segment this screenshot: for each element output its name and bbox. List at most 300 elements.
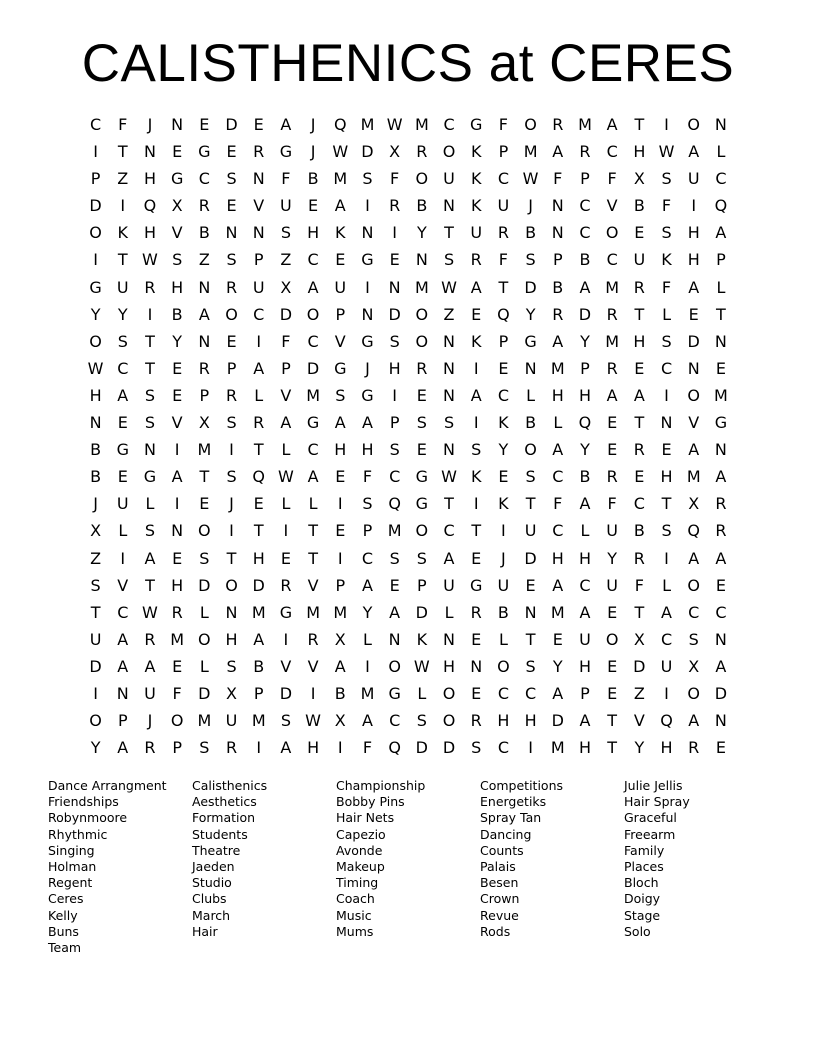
grid-letter[interactable]: R	[633, 440, 645, 460]
grid-letter[interactable]: U	[280, 196, 292, 216]
grid-letter[interactable]: N	[524, 602, 537, 622]
grid-letter[interactable]: S	[335, 385, 346, 405]
grid-letter[interactable]: M	[251, 602, 266, 622]
grid-letter[interactable]: N	[198, 277, 211, 297]
grid-letter[interactable]: W	[277, 467, 294, 487]
grid-letter[interactable]: E	[688, 304, 699, 324]
grid-letter[interactable]: L	[498, 629, 508, 649]
grid-letter[interactable]: C	[198, 169, 210, 189]
grid-letter[interactable]: G	[306, 413, 320, 433]
grid-letter[interactable]: T	[525, 629, 536, 649]
grid-letter[interactable]: I	[229, 440, 234, 460]
grid-letter[interactable]: I	[691, 196, 697, 216]
grid-letter[interactable]: A	[361, 711, 373, 731]
grid-letter[interactable]: S	[280, 711, 291, 731]
grid-letter[interactable]: J	[229, 494, 234, 514]
grid-letter[interactable]: N	[143, 142, 156, 162]
grid-letter[interactable]: A	[280, 738, 292, 758]
grid-letter[interactable]: A	[280, 413, 292, 433]
grid-letter[interactable]: S	[226, 169, 237, 189]
grid-letter[interactable]: I	[93, 142, 98, 162]
grid-letter[interactable]: I	[501, 521, 506, 541]
grid-letter[interactable]: K	[498, 494, 509, 514]
grid-letter[interactable]: M	[333, 602, 348, 622]
grid-letter[interactable]: E	[471, 304, 482, 324]
grid-letter[interactable]: A	[579, 277, 591, 297]
grid-letter[interactable]: I	[365, 277, 370, 297]
grid-letter[interactable]: S	[226, 656, 237, 676]
grid-letter[interactable]: N	[171, 521, 184, 541]
grid-letter[interactable]: S	[416, 548, 427, 568]
grid-letter[interactable]: D	[524, 548, 537, 568]
grid-letter[interactable]: R	[144, 629, 156, 649]
grid-letter[interactable]: V	[688, 413, 700, 433]
grid-letter[interactable]: S	[144, 521, 156, 541]
grid-letter[interactable]: G	[361, 250, 374, 270]
grid-letter[interactable]: G	[279, 142, 293, 162]
grid-letter[interactable]: A	[117, 656, 129, 676]
grid-letter[interactable]: N	[470, 656, 483, 676]
grid-letter[interactable]: T	[525, 494, 536, 514]
grid-letter[interactable]: Q	[714, 196, 728, 216]
grid-letter[interactable]: R	[389, 196, 401, 216]
grid-letter[interactable]: Y	[117, 304, 128, 324]
grid-letter[interactable]: I	[337, 738, 343, 758]
grid-letter[interactable]: D	[198, 683, 211, 703]
grid-letter[interactable]: J	[147, 711, 153, 731]
grid-letter[interactable]: M	[414, 277, 429, 297]
grid-letter[interactable]: I	[229, 521, 234, 541]
grid-letter[interactable]: B	[90, 467, 102, 487]
grid-letter[interactable]: N	[361, 304, 374, 324]
grid-letter[interactable]: A	[253, 358, 265, 378]
grid-letter[interactable]: C	[307, 440, 319, 460]
grid-letter[interactable]: S	[471, 440, 482, 460]
grid-letter[interactable]: A	[579, 602, 591, 622]
grid-letter[interactable]: S	[226, 467, 237, 487]
grid-letter[interactable]: E	[471, 683, 482, 703]
grid-letter[interactable]: L	[118, 521, 128, 541]
grid-letter[interactable]: C	[497, 385, 509, 405]
grid-letter[interactable]: X	[334, 711, 346, 731]
grid-letter[interactable]: Z	[443, 304, 455, 324]
grid-letter[interactable]: R	[416, 358, 428, 378]
grid-letter[interactable]: O	[442, 142, 456, 162]
grid-letter[interactable]: E	[607, 413, 618, 433]
grid-letter[interactable]: N	[252, 223, 265, 243]
grid-letter[interactable]: H	[143, 169, 156, 189]
grid-letter[interactable]: B	[198, 223, 210, 243]
grid-letter[interactable]: B	[416, 196, 428, 216]
grid-letter[interactable]: H	[578, 738, 591, 758]
grid-letter[interactable]: A	[117, 738, 129, 758]
grid-letter[interactable]: L	[526, 385, 536, 405]
grid-letter[interactable]: C	[443, 115, 455, 134]
grid-letter[interactable]: T	[634, 413, 645, 433]
grid-letter[interactable]: E	[226, 196, 237, 216]
grid-letter[interactable]: U	[579, 629, 591, 649]
grid-letter[interactable]: G	[116, 440, 129, 460]
grid-letter[interactable]: A	[361, 413, 373, 433]
grid-letter[interactable]: S	[117, 331, 128, 351]
grid-letter[interactable]: Y	[580, 440, 590, 460]
grid-letter[interactable]: E	[634, 223, 645, 243]
grid-letter[interactable]: H	[225, 629, 238, 649]
grid-letter[interactable]: E	[607, 602, 618, 622]
grid-letter[interactable]: C	[633, 494, 645, 514]
grid-letter[interactable]: S	[199, 738, 210, 758]
grid-letter[interactable]: E	[199, 115, 210, 134]
grid-letter[interactable]: A	[579, 711, 591, 731]
grid-letter[interactable]: O	[89, 223, 102, 243]
grid-letter[interactable]: T	[145, 331, 155, 351]
grid-letter[interactable]: W	[386, 115, 403, 134]
grid-letter[interactable]: F	[390, 169, 400, 189]
grid-letter[interactable]: O	[687, 385, 701, 405]
grid-letter[interactable]: S	[226, 250, 237, 270]
grid-letter[interactable]: U	[443, 169, 455, 189]
grid-letter[interactable]: A	[633, 385, 645, 405]
grid-letter[interactable]: R	[198, 358, 210, 378]
grid-letter[interactable]: O	[415, 304, 429, 324]
grid-letter[interactable]: N	[252, 169, 265, 189]
grid-letter[interactable]: N	[89, 413, 102, 433]
grid-letter[interactable]: I	[120, 548, 126, 568]
grid-letter[interactable]: G	[415, 467, 429, 487]
grid-letter[interactable]: U	[660, 656, 673, 676]
grid-letter[interactable]: R	[253, 413, 265, 433]
grid-letter[interactable]: C	[579, 575, 591, 595]
grid-letter[interactable]: G	[361, 385, 374, 405]
grid-letter[interactable]: B	[525, 413, 537, 433]
grid-letter[interactable]: A	[171, 467, 183, 487]
grid-letter[interactable]: R	[470, 250, 482, 270]
grid-letter[interactable]: J	[310, 142, 316, 162]
grid-letter[interactable]: C	[660, 629, 673, 649]
grid-letter[interactable]: N	[116, 683, 129, 703]
grid-letter[interactable]: F	[172, 683, 182, 703]
grid-letter[interactable]: L	[199, 602, 209, 622]
grid-letter[interactable]: C	[525, 683, 537, 703]
grid-letter[interactable]: L	[716, 277, 726, 297]
grid-letter[interactable]: O	[497, 656, 510, 676]
grid-letter[interactable]: F	[498, 250, 508, 270]
grid-letter[interactable]: A	[688, 277, 700, 297]
grid-letter[interactable]: D	[361, 142, 374, 162]
grid-letter[interactable]: M	[550, 738, 565, 758]
grid-letter[interactable]: N	[443, 358, 456, 378]
grid-letter[interactable]: U	[606, 521, 619, 541]
grid-letter[interactable]: G	[470, 575, 483, 595]
grid-letter[interactable]: A	[715, 656, 727, 676]
grid-letter[interactable]: J	[528, 196, 533, 216]
grid-letter[interactable]: D	[415, 602, 428, 622]
grid-letter[interactable]: Y	[634, 738, 645, 758]
grid-letter[interactable]: S	[688, 629, 699, 649]
grid-letter[interactable]: R	[171, 602, 183, 622]
grid-letter[interactable]: S	[226, 413, 237, 433]
grid-letter[interactable]: P	[335, 575, 346, 595]
grid-letter[interactable]: I	[664, 385, 669, 405]
grid-letter[interactable]: E	[117, 467, 128, 487]
grid-letter[interactable]: O	[198, 629, 211, 649]
grid-letter[interactable]: B	[334, 683, 346, 703]
grid-letter[interactable]: O	[198, 521, 211, 541]
grid-letter[interactable]: O	[225, 304, 238, 324]
grid-letter[interactable]: E	[172, 358, 183, 378]
grid-letter[interactable]: V	[307, 656, 319, 676]
grid-letter[interactable]: F	[498, 115, 508, 134]
grid-letter[interactable]: R	[470, 711, 482, 731]
grid-letter[interactable]: C	[389, 711, 401, 731]
grid-letter[interactable]: R	[633, 277, 645, 297]
grid-letter[interactable]: G	[361, 331, 374, 351]
grid-letter[interactable]: I	[528, 738, 533, 758]
grid-letter[interactable]: J	[310, 115, 316, 134]
grid-letter[interactable]: M	[550, 358, 565, 378]
grid-letter[interactable]: E	[607, 440, 618, 460]
grid-letter[interactable]: D	[714, 683, 728, 703]
grid-letter[interactable]: U	[470, 223, 483, 243]
grid-letter[interactable]: M	[605, 331, 620, 351]
grid-letter[interactable]: L	[417, 683, 427, 703]
grid-letter[interactable]: D	[524, 277, 537, 297]
grid-letter[interactable]: Q	[252, 467, 266, 487]
grid-letter[interactable]: C	[579, 196, 591, 216]
grid-letter[interactable]: D	[252, 575, 265, 595]
grid-letter[interactable]: I	[337, 548, 343, 568]
grid-letter[interactable]: Q	[333, 115, 347, 134]
grid-letter[interactable]: U	[89, 629, 102, 649]
grid-letter[interactable]: H	[361, 440, 374, 460]
grid-letter[interactable]: S	[144, 413, 156, 433]
grid-letter[interactable]: I	[93, 683, 98, 703]
grid-letter[interactable]: O	[687, 575, 701, 595]
grid-letter[interactable]: S	[661, 331, 672, 351]
grid-letter[interactable]: D	[279, 683, 293, 703]
grid-letter[interactable]: O	[89, 331, 102, 351]
grid-letter[interactable]: H	[687, 223, 700, 243]
grid-letter[interactable]: A	[606, 115, 618, 134]
grid-letter[interactable]: K	[498, 413, 509, 433]
grid-letter[interactable]: T	[498, 277, 509, 297]
grid-letter[interactable]: A	[334, 196, 346, 216]
grid-letter[interactable]: N	[714, 331, 727, 351]
grid-letter[interactable]: K	[117, 223, 129, 243]
grid-letter[interactable]: S	[661, 521, 672, 541]
grid-letter[interactable]: E	[525, 575, 536, 595]
grid-letter[interactable]: E	[335, 521, 346, 541]
grid-letter[interactable]: E	[715, 358, 726, 378]
grid-letter[interactable]: H	[687, 250, 700, 270]
grid-letter[interactable]: Y	[90, 738, 101, 758]
grid-letter[interactable]: C	[715, 169, 727, 189]
grid-letter[interactable]: O	[605, 223, 619, 243]
grid-letter[interactable]: G	[170, 169, 184, 189]
grid-letter[interactable]: C	[497, 683, 509, 703]
grid-letter[interactable]: X	[171, 196, 183, 216]
grid-letter[interactable]: C	[497, 738, 509, 758]
grid-letter[interactable]: L	[254, 385, 264, 405]
grid-letter[interactable]: T	[607, 711, 618, 731]
grid-letter[interactable]: L	[199, 656, 209, 676]
grid-letter[interactable]: L	[145, 494, 155, 514]
grid-letter[interactable]: M	[197, 440, 212, 460]
grid-letter[interactable]: R	[606, 304, 618, 324]
grid-letter[interactable]: H	[143, 223, 156, 243]
grid-letter[interactable]: P	[253, 683, 264, 703]
grid-letter[interactable]: U	[116, 494, 129, 514]
grid-letter[interactable]: C	[307, 331, 319, 351]
grid-letter[interactable]: A	[661, 602, 672, 622]
grid-letter[interactable]: A	[579, 494, 591, 514]
grid-letter[interactable]: C	[90, 115, 102, 134]
grid-letter[interactable]: N	[198, 331, 211, 351]
grid-letter[interactable]: P	[580, 169, 590, 189]
grid-letter[interactable]: S	[280, 223, 291, 243]
grid-letter[interactable]: K	[470, 467, 482, 487]
grid-letter[interactable]: E	[253, 115, 264, 134]
grid-letter[interactable]: P	[335, 304, 346, 324]
grid-letter[interactable]: M	[197, 711, 212, 731]
grid-letter[interactable]: E	[661, 440, 672, 460]
grid-letter[interactable]: N	[388, 277, 401, 297]
grid-letter[interactable]: Z	[117, 169, 129, 189]
grid-letter[interactable]: G	[334, 358, 347, 378]
grid-letter[interactable]: W	[658, 142, 675, 162]
grid-letter[interactable]: C	[606, 250, 618, 270]
grid-letter[interactable]: A	[307, 277, 319, 297]
grid-letter[interactable]: U	[116, 277, 129, 297]
grid-letter[interactable]: H	[89, 385, 102, 405]
grid-letter[interactable]: E	[172, 548, 183, 568]
grid-letter[interactable]: P	[417, 575, 427, 595]
grid-letter[interactable]: T	[199, 467, 210, 487]
grid-letter[interactable]: H	[171, 575, 184, 595]
grid-letter[interactable]: M	[251, 711, 266, 731]
grid-letter[interactable]: A	[552, 683, 564, 703]
grid-letter[interactable]: W	[142, 250, 158, 270]
grid-letter[interactable]: L	[363, 629, 372, 649]
grid-letter[interactable]: A	[552, 142, 564, 162]
grid-letter[interactable]: M	[306, 385, 320, 405]
grid-letter[interactable]: T	[145, 358, 155, 378]
grid-letter[interactable]: E	[335, 250, 346, 270]
grid-letter[interactable]: V	[334, 331, 346, 351]
grid-letter[interactable]: N	[443, 629, 456, 649]
grid-letter[interactable]: N	[225, 602, 238, 622]
grid-letter[interactable]: T	[634, 602, 645, 622]
grid-letter[interactable]: R	[688, 738, 700, 758]
grid-letter[interactable]: D	[633, 656, 646, 676]
grid-letter[interactable]: R	[225, 385, 238, 405]
grid-letter[interactable]: Z	[90, 548, 102, 568]
grid-letter[interactable]: D	[225, 115, 238, 134]
grid-letter[interactable]: S	[443, 413, 455, 433]
grid-letter[interactable]: C	[715, 602, 727, 622]
grid-letter[interactable]: R	[470, 602, 482, 622]
grid-letter[interactable]: P	[199, 385, 210, 405]
grid-letter[interactable]: I	[147, 304, 153, 324]
grid-letter[interactable]: X	[688, 494, 700, 514]
grid-letter[interactable]: D	[388, 304, 401, 324]
grid-letter[interactable]: I	[392, 223, 398, 243]
grid-letter[interactable]: O	[442, 683, 456, 703]
grid-letter[interactable]: T	[253, 521, 264, 541]
grid-letter[interactable]: P	[90, 169, 101, 189]
grid-letter[interactable]: E	[308, 196, 319, 216]
grid-letter[interactable]: B	[579, 467, 591, 487]
grid-letter[interactable]: Q	[143, 196, 157, 216]
grid-letter[interactable]: G	[524, 331, 537, 351]
grid-letter[interactable]: A	[144, 656, 156, 676]
grid-letter[interactable]: C	[552, 467, 564, 487]
grid-letter[interactable]: A	[688, 440, 700, 460]
grid-letter[interactable]: I	[93, 250, 98, 270]
grid-letter[interactable]: I	[365, 196, 370, 216]
grid-letter[interactable]: U	[334, 277, 347, 297]
grid-letter[interactable]: S	[661, 223, 672, 243]
grid-letter[interactable]: Q	[687, 521, 701, 541]
grid-letter[interactable]: D	[551, 711, 564, 731]
grid-letter[interactable]: S	[525, 250, 536, 270]
grid-letter[interactable]: P	[172, 738, 182, 758]
grid-letter[interactable]: V	[171, 223, 183, 243]
grid-letter[interactable]: B	[525, 223, 537, 243]
grid-letter[interactable]: H	[443, 656, 456, 676]
grid-letter[interactable]: P	[281, 358, 291, 378]
grid-letter[interactable]: Y	[416, 223, 427, 243]
grid-letter[interactable]: L	[662, 304, 671, 324]
grid-letter[interactable]: O	[170, 711, 184, 731]
grid-letter[interactable]: D	[89, 656, 102, 676]
grid-letter[interactable]: O	[605, 629, 619, 649]
grid-letter[interactable]: M	[333, 169, 348, 189]
grid-letter[interactable]: J	[93, 494, 98, 514]
grid-letter[interactable]: D	[687, 331, 700, 351]
grid-letter[interactable]: T	[308, 548, 318, 568]
grid-letter[interactable]: X	[334, 629, 346, 649]
grid-letter[interactable]: N	[443, 331, 456, 351]
grid-letter[interactable]: Z	[198, 250, 210, 270]
grid-letter[interactable]: B	[171, 304, 183, 324]
grid-letter[interactable]: L	[444, 602, 454, 622]
grid-letter[interactable]: X	[688, 656, 700, 676]
grid-letter[interactable]: E	[172, 385, 183, 405]
grid-letter[interactable]: Z	[633, 683, 645, 703]
grid-letter[interactable]: N	[443, 440, 456, 460]
grid-letter[interactable]: V	[171, 413, 183, 433]
grid-letter[interactable]: U	[606, 575, 619, 595]
grid-letter[interactable]: H	[334, 440, 347, 460]
grid-letter[interactable]: M	[360, 683, 375, 703]
grid-letter[interactable]: H	[388, 358, 401, 378]
grid-letter[interactable]: U	[524, 521, 537, 541]
grid-letter[interactable]: I	[283, 629, 289, 649]
grid-letter[interactable]: U	[497, 196, 510, 216]
grid-letter[interactable]: T	[308, 521, 318, 541]
grid-letter[interactable]: H	[660, 738, 673, 758]
grid-letter[interactable]: B	[633, 521, 645, 541]
grid-letter[interactable]: O	[306, 304, 320, 324]
grid-letter[interactable]: B	[552, 277, 564, 297]
grid-letter[interactable]: N	[171, 115, 184, 134]
grid-letter[interactable]: Y	[552, 656, 563, 676]
grid-letter[interactable]: C	[253, 304, 265, 324]
grid-letter[interactable]: M	[360, 115, 375, 134]
grid-letter[interactable]: O	[225, 575, 238, 595]
grid-letter[interactable]: R	[606, 467, 618, 487]
